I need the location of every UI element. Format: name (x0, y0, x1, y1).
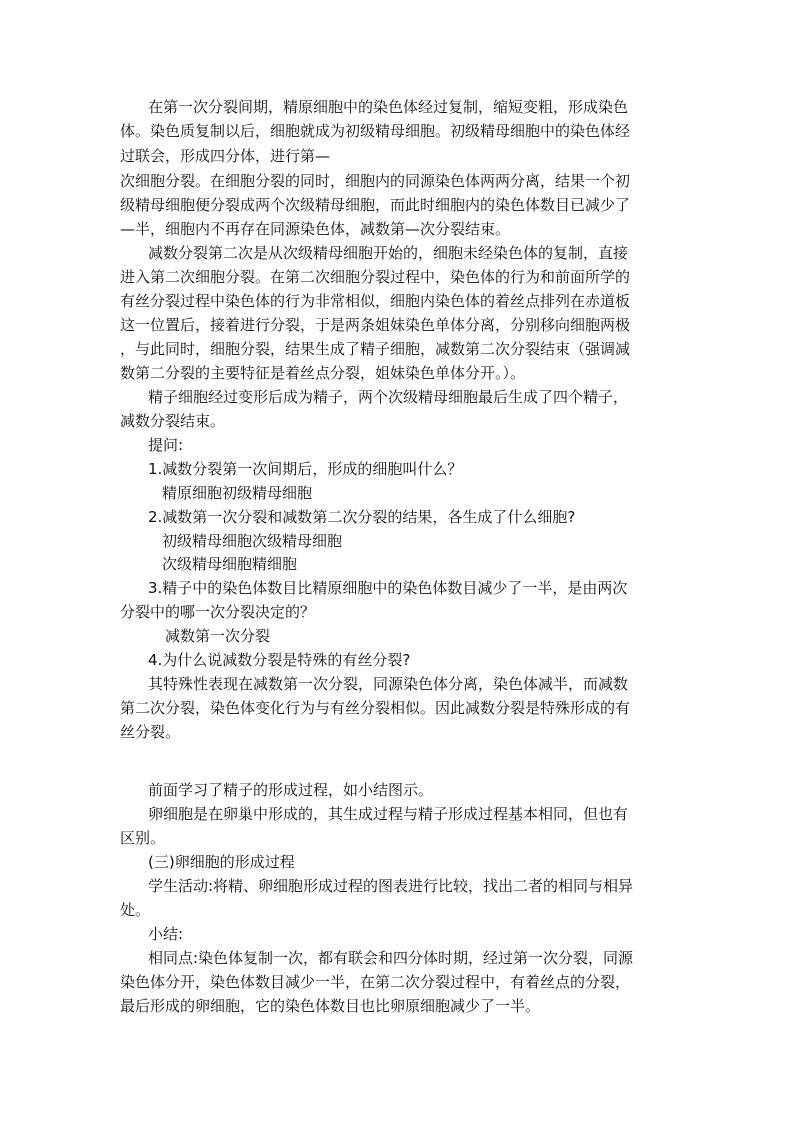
text-line: 卵细胞是在卵巢中形成的，其生成过程与精子形成过程基本相同，但也有 (148, 805, 629, 823)
text-line: ，与此同时，细胞分裂，结果生成了精子细胞，减数第二次分裂结束（强调减 (120, 340, 631, 358)
question: 2.减数第一次分裂和减数第二次分裂的结果，各生成了什么细胞? (148, 508, 576, 526)
answer: 第二次分裂，染色体变化行为与有丝分裂相似。因此减数分裂是特殊形成的有 (120, 699, 631, 717)
text-line: 前面学习了精子的形成过程，如小结图示。 (148, 781, 434, 799)
text-line: 过联会，形成四分体，进行第— (120, 147, 331, 165)
text-line: 有丝分裂过程中染色体的行为非常相似，细胞内染色体的着丝点排列在赤道板 (120, 292, 631, 310)
text-line: 染色体分开，染色体数目减少一半，在第二次分裂过程中，有着丝点的分裂， (120, 973, 631, 991)
text-line: 精子细胞经过变形后成为精子，两个次级精母细胞最后生成了四个精子， (148, 388, 629, 406)
section-heading: (三)卵细胞的形成过程 (148, 853, 295, 871)
text-line: 减数分裂第二次是从次级精母细胞开始的，细胞未经染色体的复制，直接 (148, 244, 629, 262)
text-line: 级精母细胞便分裂成两个次级精母细胞，而此时细胞内的染色体数目已减少了 (120, 196, 631, 214)
question: 1.减数分裂第一次间期后，形成的细胞叫什么？ (148, 460, 463, 478)
text-line: 学生活动:将精、卵细胞形成过程的图表进行比较，找出二者的相同与相异 (148, 877, 634, 895)
text-line: 最后形成的卵细胞，它的染色体数目也比卵原细胞减少了一半。 (120, 997, 541, 1015)
text-line: 区别。 (120, 829, 166, 847)
question: 3.精子中的染色体数目比精原细胞中的染色体数目减少了一半，是由两次 (148, 579, 628, 597)
question-heading: 提问: (148, 436, 184, 454)
text-line: 在第一次分裂间期，精原细胞中的染色体经过复制，缩短变粗，形成染色 (148, 98, 629, 116)
answer: 初级精母细胞次级精母细胞 (162, 532, 343, 550)
answer: 丝分裂。 (120, 723, 181, 741)
text-line: 体。染色质复制以后，细胞就成为初级精母细胞。初级精母细胞中的染色体经 (120, 122, 631, 140)
answer: 其特殊性表现在减数第一次分裂，同源染色体分离，染色体减半，而减数 (148, 675, 629, 693)
text-line: 减数分裂结束。 (120, 412, 226, 430)
text-line: 相同点:染色体复制一次，都有联会和四分体时期，经过第一次分裂，同源 (148, 949, 634, 967)
text-line: 进入第二次细胞分裂。在第二次细胞分裂过程中，染色体的行为和前面所学的 (120, 268, 631, 286)
question: 分裂中的哪一次分裂决定的？ (120, 603, 316, 621)
question: 4.为什么说减数分裂是特殊的有丝分裂? (148, 651, 411, 669)
answer: 次级精母细胞精细胞 (162, 555, 298, 573)
text-line: —半，细胞内不再存在同源染色体，减数第—次分裂结束。 (120, 220, 511, 238)
text-line: 处。 (120, 901, 151, 919)
text-line: 这一位置后，接着进行分裂，于是两条姐妹染色单体分离，分别移向细胞两极 (120, 316, 631, 334)
text-line: 次细胞分裂。在细胞分裂的同时，细胞内的同源染色体两两分离，结果一个初 (120, 172, 631, 190)
text-line: 数第二分裂的主要特征是着丝点分裂，姐妹染色单体分开。）。 (120, 364, 526, 382)
answer: 减数第一次分裂 (165, 627, 271, 645)
answer: 精原细胞初级精母细胞 (162, 484, 313, 502)
text-line: 小结: (148, 925, 184, 943)
